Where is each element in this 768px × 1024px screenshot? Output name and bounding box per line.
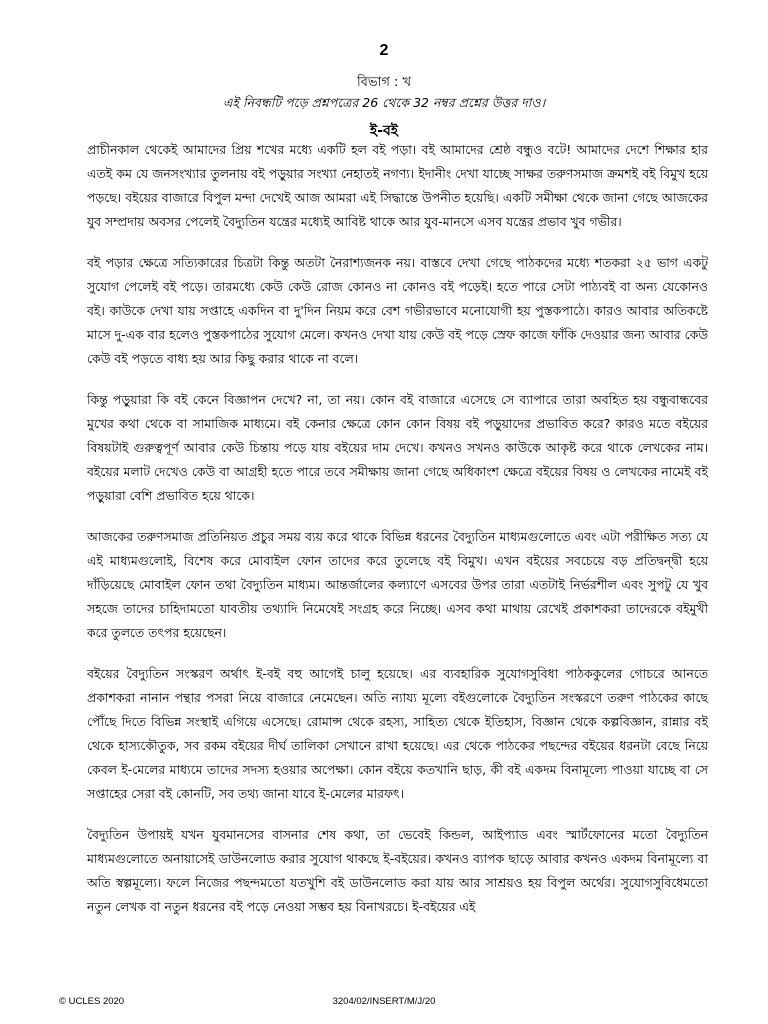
article-title: ই-বই xyxy=(369,123,399,139)
article-paragraph-6: বৈদ্যুতিন উপায়ই যখন যুবমানসের বাসনার শেষ কথা, তা ভেবেই কিন্ডল, আইপ্যাড এবং স্মার্টফোনের মতো বৈদ্যুতিন মাধ্যমগুলোতে অনায়াসেই ডাউনলোড করার সুযোগ থাকছে ই-বইয়ের। কখনও ব্যাপক ছাড়ে আবার কখনও একদম বিনামূল্যে বা অতি স্বল্পমূল্যে। ফলে নিজের পছন্দমতো যতখুশি বই ডাউনলোড করা যায় আর সাশ্রয়ও হয় বিপুল অর্থের। সুযোগসুবিধেমতো নতুন লেখক বা নতুন ধরনের বই পড়ে নেওয়া সম্ভব হয় বিনাখরচে। ই-বইয়ের এই xyxy=(87,827,708,914)
page-number: 2 xyxy=(379,42,389,59)
article-paragraph-2: বই পড়ার ক্ষেত্রে সত্যিকারের চিত্রটা কিন্তু অতটা নৈরাশ্যজনক নয়। বাস্তবে দেখা গেছে পাঠকদের মধ্যে শতকরা ২৫ ভাগ একটু সুযোগ পেলেই বই পড়ে। তারমধ্যে কেউ কেউ রোজ কোনও না কোনও বই পড়েই। হতে পারে সেটা পাঠ্যবই বা অন্য যেকোনও বই। কাউকে দেখা যায় সপ্তাহে একদিন বা দু'দিন নিয়ম করে বেশ গভীরভাবে মনোযোগী হয় পুস্তকপাঠে। কারও আবার অতিকষ্টে মাসে দু-এক বার হলেও পুস্তকপাঠের সুযোগ মেলে। কখনও দেখা যায় কেউ বই পড়ে স্রেফ কাজে ফাঁকি দেওয়ার জন্য আবার কেউ কেউ বই পড়তে বাধ্য হয় আর কিছু করার থাকে না বলে। xyxy=(87,255,708,366)
article-paragraph-1: প্রাচীনকাল থেকেই আমাদের প্রিয় শখের মধ্যে একটি হল বই পড়া। বই আমাদের শ্রেষ্ঠ বন্ধুও বটে! আমাদের দেশে শিক্ষার হার এতই কম যে জনসংখ্যার তুলনায় বই পড়ুয়ার সংখ্যা নেহাতই নগণ্য। ইদানীং দেখা যাচ্ছে সাক্ষর তরুণসমাজ ক্রমশই বই বিমুখ হয়ে পড়ছে। বইয়ের বাজারে বিপুল মন্দা দেখেই আজ আমরা এই সিদ্ধান্তে উপনীত হয়েছি। একটি সমীক্ষা থেকে জানা গেছে আজকের যুব সম্প্রদায় অবসর পেলেই বৈদ্যুতিন যন্ত্রের মধ্যেই আবিষ্ট থাকে আর যুব-মানসে এসব যন্ত্রের প্রভাব খুব গভীর। xyxy=(87,142,708,229)
article-body xyxy=(87,138,708,936)
copyright-notice: © UCLES 2020 xyxy=(59,996,125,1007)
page-footer xyxy=(0,996,768,1012)
instruction-text: এই নিবন্ধটি পড়ে প্রশ্নপত্রের 26 থেকে 32 নম্বর প্রশ্নের উত্তর দাও। xyxy=(222,95,546,110)
section-label: বিভাগ : খ xyxy=(356,75,412,90)
paper-code: 3204/02/INSERT/M/J/20 xyxy=(332,996,436,1007)
article-paragraph-3: কিন্তু পড়ুয়ারা কি বই কেনে বিজ্ঞাপন দেখে? না, তা নয়। কোন বই বাজারে এসেছে সে ব্যাপারে তারা অবহিত হয় বন্ধুবান্ধবের মুখের কথা থেকে বা সামাজিক মাধ্যমে। বই কেনার ক্ষেত্রে কোন কোন বিষয় বই পড়ুয়াদের প্রভাবিত করে? কারও মতে বইয়ের বিষয়টাই গুরুত্বপূর্ণ আবার কেউ চিন্তায় পড়ে যায় বইয়ের দাম দেখে। কখনও সখনও কাউকে আকৃষ্ট করে থাকে লেখকের নাম। বইয়ের মলাট দেখেও কেউ বা আগ্রহী হতে পারে তবে সমীক্ষায় জানা গেছে অধিকাংশ ক্ষেত্রে বইয়ের বিষয় ও লেখকের নামেই বই পড়ুয়ারা বেশি প্রভাবিত হয়ে থাকে। xyxy=(87,392,708,503)
article-paragraph-5: বইয়ের বৈদ্যুতিন সংস্করণ অর্থাৎ ই-বই বহু আগেই চালু হয়েছে। এর ব্যবহারিক সুযোগসুবিধা পাঠককুলের গোচরে আনতে প্রকাশকরা নানান পন্থার পসরা নিয়ে বাজারে নেমেছেন। অতি ন্যায্য মূল্যে বইগুলোকে বৈদ্যুতিন সংস্করণে তরুণ পাঠকের কাছে পৌঁছে দিতে বিভিন্ন সংস্থাই এগিয়ে এসেছে। রোমান্স থেকে রহস্য, সাহিত্য থেকে ইতিহাস, বিজ্ঞান থেকে কল্পবিজ্ঞান, রান্নার বই থেকে হাস্যকৌতুক, সব রকম বইয়ের দীর্ঘ তালিকা সেখানে রাখা হয়েছে। এর থেকে পাঠকের পছন্দের বইয়ের ধরনটা বেছে নিয়ে কেবল ই-মেলের মাধ্যমে তাদের সদস্য হওয়ার অপেক্ষা। কোন বইয়ে কতখানি ছাড়, কী বই একদম বিনামূল্যে পাওয়া যাচ্ছে বা সে সপ্তাহের সেরা বই কোনটি, সব তথ্য জানা যাবে ই-মেলের মারফৎ। xyxy=(87,666,708,801)
article-paragraph-4: আজকের তরুণসমাজ প্রতিনিয়ত প্রচুর সময় ব্যয় করে থাকে বিভিন্ন ধরনের বৈদ্যুতিন মাধ্যমগুলোতে এবং এটা পরীক্ষিত সত্য যে এই মাধ্যমগুলোই, বিশেষ করে মোবাইল ফোন তাদের করে তুলেছে বই বিমুখ। এখন বইয়ের সবচেয়ে বড় প্রতিদ্বন্দ্বী হয়ে দাঁড়িয়েছে মোবাইল ফোন তথা বৈদ্যুতিন মাধ্যম। আন্তর্জালের কল্যাণে এসবের উপর তারা এতটাই নির্ভরশীল এবং সুপটু যে খুব সহজে তাদের চাহিদামতো যাবতীয় তথ্যাদি নিমেষেই সংগ্রহ করে নিচ্ছে। এসব কথা মাথায় রেখেই প্রকাশকরা তাদেরকে বইমুখী করে তুলতে তৎপর হয়েছেন। xyxy=(87,529,708,640)
